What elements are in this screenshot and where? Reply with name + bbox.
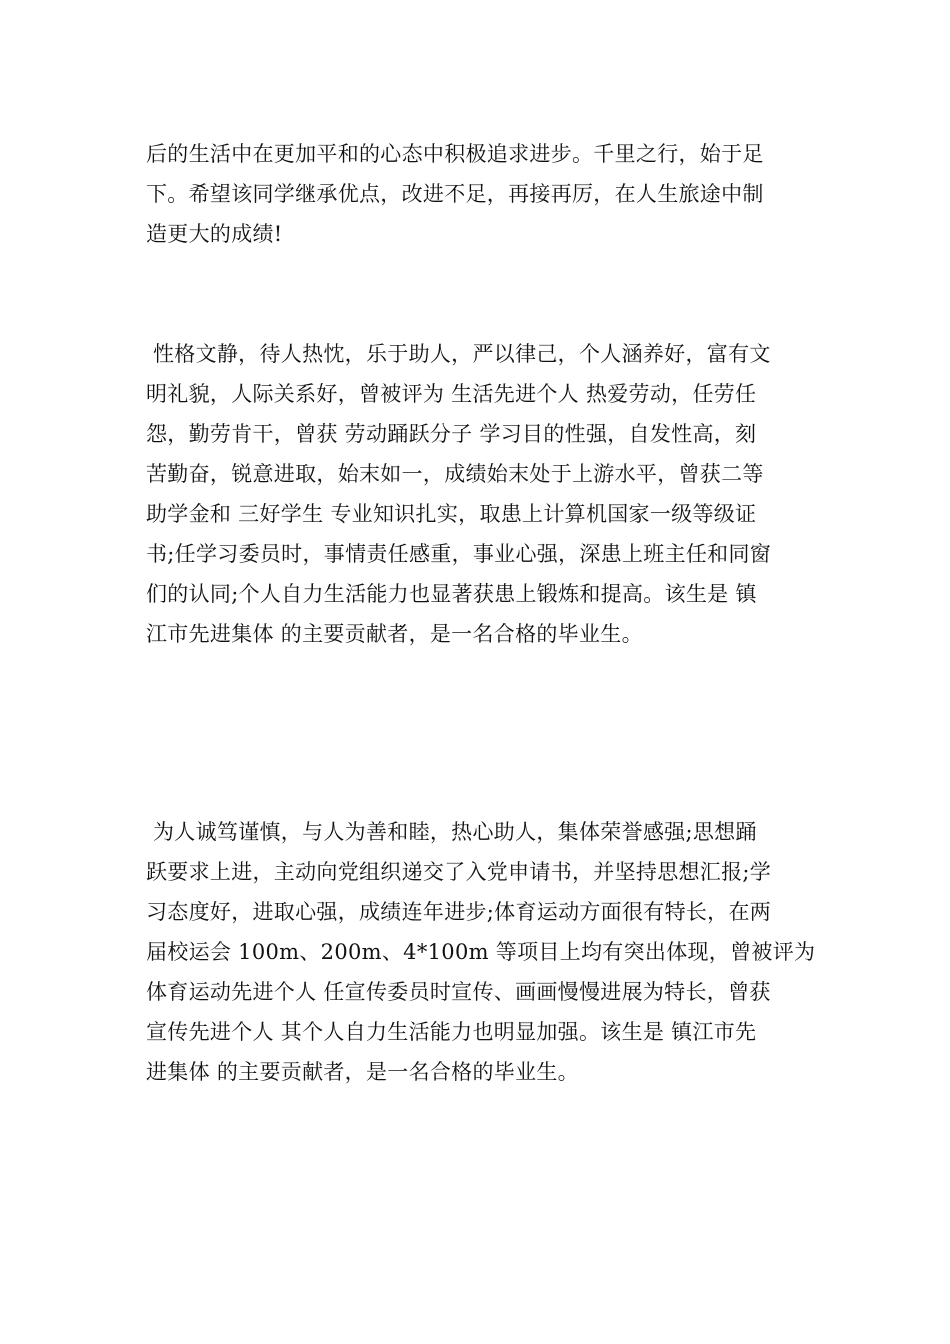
paragraph-line: 习态度好，进取心强，成绩连年进步;体育运动方面很有特长，在两 xyxy=(146,900,772,924)
paragraph-3 xyxy=(146,812,816,1092)
paragraph-line: 明礼貌，人际关系好，曾被评为 生活先进个人 热爱劳动，任劳任 xyxy=(146,382,757,406)
paragraph-line: 苦勤奋，锐意进取，始末如一，成绩始末处于上游水平，曾获二等 xyxy=(146,462,764,486)
paragraph-line: 体育运动先进个人 任宣传委员时宣传、画画慢慢进展为特长，曾获 xyxy=(146,980,771,1004)
paragraph-line: 为人诚笃谨慎，与人为善和睦，热心助人，集体荣誉感强;思想踊 xyxy=(146,820,757,844)
paragraph-line: 怨，勤劳肯干，曾获 劳动踊跃分子 学习目的性强，自发性高，刻 xyxy=(146,422,757,446)
paragraph-line: 后的生活中在更加平和的心态中积极追求进步。千里之行，始于足 xyxy=(146,142,764,166)
paragraph-line: 性格文静，待人热忱，乐于助人，严以律己，个人涵养好，富有文 xyxy=(146,342,771,366)
paragraph-2 xyxy=(146,334,810,654)
paragraph-line: 届校运会 100m、200m、4*100m 等项目上均有突出体现，曾被评为 xyxy=(146,940,816,964)
paragraph-line: 造更大的成绩! xyxy=(146,222,283,246)
paragraph-line: 江市先进集体 的主要贡献者，是一名合格的毕业生。 xyxy=(146,622,643,646)
paragraph-line: 们的认同;个人自力生活能力也显著获患上锻炼和提高。该生是 镇 xyxy=(146,582,757,606)
paragraph-1 xyxy=(146,134,810,254)
paragraph-line: 助学金和 三好学生 专业知识扎实，取患上计算机国家一级等级证 xyxy=(146,502,757,526)
paragraph-line: 进集体 的主要贡献者，是一名合格的毕业生。 xyxy=(146,1060,579,1084)
paragraph-line: 宣传先进个人 其个人自力生活能力也明显加强。该生是 镇江市先 xyxy=(146,1020,757,1044)
paragraph-line: 下。希望该同学继承优点，改进不足，再接再厉，在人生旅途中制 xyxy=(146,182,764,206)
paragraph-line: 跃要求上进，主动向党组织递交了入党申请书，并坚持思想汇报;学 xyxy=(146,860,772,884)
paragraph-line: 书;任学习委员时，事情责任感重，事业心强，深患上班主任和同窗 xyxy=(146,542,772,566)
